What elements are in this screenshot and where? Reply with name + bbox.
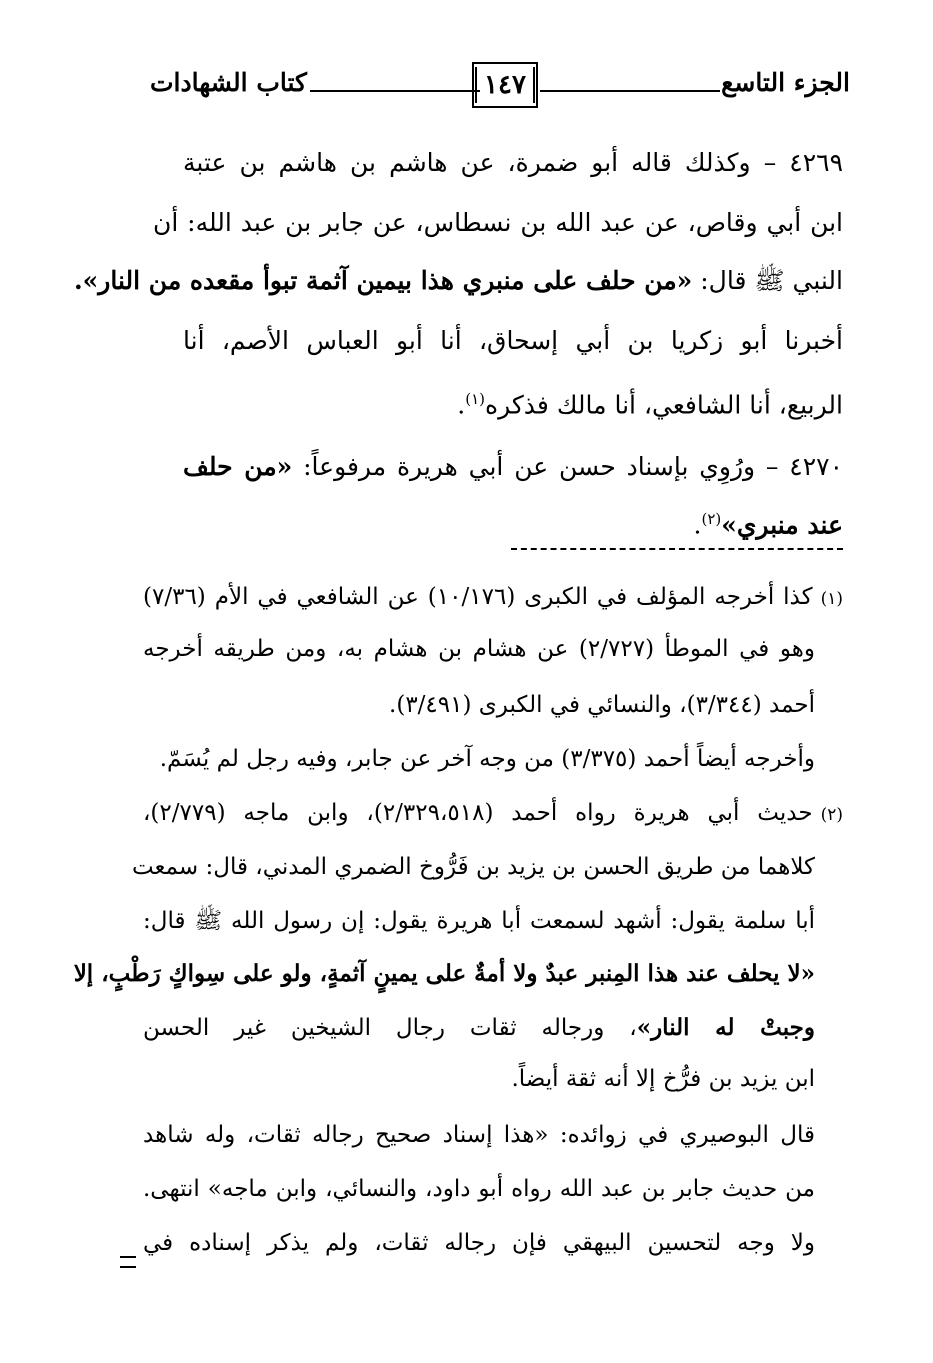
text-line [153,510,843,539]
continuation-mark [120,1256,136,1268]
footnote-line: ابن يزيد بن فرُّخ إلا أنه ثقة أيضاً. [511,1066,815,1092]
footnote-line: أبا سلمة يقول: أشهد لسمعت أبا هريرة يقول: إن رسول الله ﷺ قال: [143,908,815,934]
footnote-ref: (١) [465,390,486,408]
footnote-line: «لا يحلف عند هذا المِنبر عبدٌ ولا أمةٌ على يمينٍ آثمةٍ، ولو على سِواكٍ رَطْبٍ، إلا [73,960,815,987]
footnote-line [143,800,843,826]
hadith-quote: وجبتْ له النار» [636,1014,816,1041]
footnote-ref: (٢) [701,510,722,528]
text-run: النبي ﷺ قال: [692,266,843,295]
hadith-quote: «من حلف على منبري هذا بيمين آثمة تبوأ مقعده من النار». [73,266,693,295]
book-title: كتاب الشهادات [150,68,307,97]
footnote-line: كلاهما من طريق الحسن بن يزيد بن فَرُّوخ الضمري المدني، قال: سمعت [131,854,815,880]
text-run: ، ورجاله ثقات رجال الشيخين غير الحسن [143,1015,637,1041]
footnote-line [143,584,843,610]
text-line [73,265,843,302]
page-number-box [472,62,538,108]
footnote-line: وأخرجه أيضاً أحمد (٣/٣٧٥) من وجه آخر عن جابر، وفيه رجل لم يُسَمّ. [159,746,815,772]
footnote-line: من حديث جابر بن عبد الله رواه أبو داود، والنسائي، وابن ماجه» انتهى. [143,1176,815,1202]
page-number: ١٤٧ [475,67,535,103]
text-line [183,452,843,481]
footnote-separator [511,548,843,550]
text-line: ٤٢٦٩ – وكذلك قاله أبو ضمرة، عن هاشم بن هاشم بن عتبة [183,148,843,177]
footnote-line: أحمد (٣/٣٤٤)، والنسائي في الكبرى (٣/٤٩١). [389,692,815,718]
footnote-line: ولا وجه لتحسين البيهقي فإن رجاله ثقات، ولم يذكر إسناده في [143,1230,815,1256]
footnote-number: (٢) [820,805,843,825]
header-rule-left [310,90,480,92]
footnote-number: (١) [820,589,843,609]
hadith-quote: عند منبري» [721,510,843,540]
text-run: . [457,390,466,420]
hadith-quote: «من حلف [183,452,293,481]
page-header [150,62,850,118]
text-line [153,390,843,419]
text-run: . [693,510,702,540]
text-line: ابن أبي وقاص، عن عبد الله بن نسطاس، عن جابر بن عبد الله: أن [153,208,843,237]
footnote-line: وهو في الموطأ (٢/٧٢٧) عن هشام بن هشام به، ومن طريقه أخرجه [143,636,815,662]
header-rule-right [540,90,720,92]
footnote-line: قال البوصيري في زوائده: «هذا إسناد صحيح رجاله ثقات، وله شاهد [143,1122,815,1148]
text-line: أخبرنا أبو زكريا بن أبي إسحاق، أنا أبو العباس الأصم، أنا [183,326,843,355]
part-title: الجزء التاسع [721,68,850,97]
text-run: ٤٢٧٠ – ورُوِي بإسناد حسن عن أبي هريرة مرفوعاً: [292,452,843,481]
text-run: كذا أخرجه المؤلف في الكبرى (١٠/١٧٦) عن الشافعي في الأم (٧/٣٦) [143,584,813,610]
footnote-line [143,1014,815,1041]
text-run: الربيع، أنا الشافعي، أنا مالك فذكره [485,390,843,420]
text-run: حديث أبي هريرة رواه أحمد (٢/٣٢٩،٥١٨)، وابن ماجه (٢/٧٧٩)، [143,800,813,826]
